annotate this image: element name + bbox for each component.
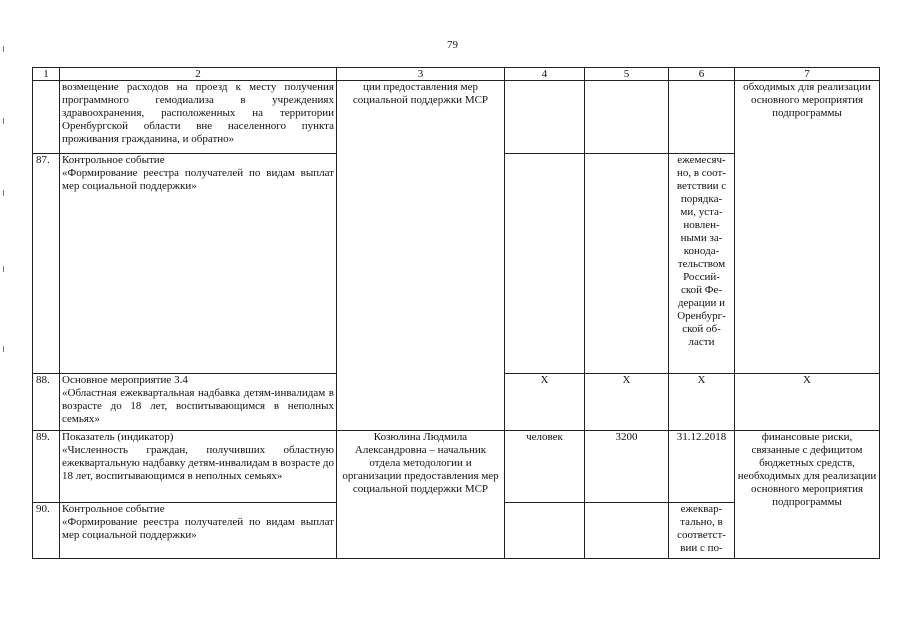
row-number-cell <box>33 81 60 154</box>
row-text: «Областная ежеквартальная надбавка детям-инвалидам в возрасте до 18 лет, воспитывающимся в неполных семьях» <box>62 387 334 425</box>
risks-cell: Х <box>735 374 880 431</box>
margin-mark <box>3 46 4 52</box>
margin-mark <box>3 346 4 352</box>
description-cell <box>60 154 337 374</box>
row-title: Основное мероприятие 3.4 <box>62 374 188 386</box>
row-number: 90. <box>33 503 60 559</box>
description-cell <box>60 503 337 559</box>
value-cell: 3200 <box>585 431 669 503</box>
column-number: 4 <box>505 68 585 81</box>
row-text: «Численность граждан, получивших областную ежеквартальную надбавку детям-инвалидам в возрасте до 18 лет, воспитывающимся в неполных семьях» <box>62 444 335 482</box>
risks-cell: обходимых для реализации основного мероприятия подпрограммы <box>735 81 880 374</box>
table-row <box>33 431 880 503</box>
plan-table <box>32 67 880 559</box>
description-cell: возмещение расходов на проезд к месту получения программного гемодиализа в учреждениях здравоохранения, расположенных на территории Оренбургской области вне населенного пункта проживания гражданина, и обратно» <box>60 81 337 154</box>
row-text: «Формирование реестра получателей по видам выплат мер социальной поддержки» <box>62 167 334 192</box>
deadline-cell: ежеквар- тально, в соответст- вии с по- <box>669 503 735 559</box>
column-number: 3 <box>337 68 505 81</box>
margin-mark <box>3 190 4 196</box>
row-title: Контрольное событие <box>62 503 165 515</box>
margin-mark <box>3 266 4 272</box>
value-cell <box>585 154 669 374</box>
row-number: 87. <box>33 154 60 374</box>
deadline-cell <box>669 81 735 154</box>
unit-cell <box>505 154 585 374</box>
unit-cell <box>505 81 585 154</box>
row-title: Показатель (индикатор) <box>62 431 174 443</box>
description-cell <box>60 431 337 503</box>
value-cell <box>585 81 669 154</box>
responsible-cell: Козюлина Людмила Александровна – начальник отдела методологии и организации предоставления мер социальной поддержки МСР <box>337 431 505 559</box>
unit-cell <box>505 503 585 559</box>
responsible-cell: ции предоставления мер социальной поддержки МСР <box>337 81 505 431</box>
risks-cell: финансовые риски, связанные с дефицитом бюджетных средств, необходимых для реализации основного мероприятия подпрограммы <box>735 431 880 559</box>
unit-cell: Х <box>505 374 585 431</box>
row-number: 88. <box>33 374 60 431</box>
column-number: 2 <box>60 68 337 81</box>
value-cell <box>585 503 669 559</box>
column-number: 1 <box>33 68 60 81</box>
value-cell: Х <box>585 374 669 431</box>
column-number: 6 <box>669 68 735 81</box>
row-number: 89. <box>33 431 60 503</box>
margin-mark <box>3 118 4 124</box>
deadline-cell: ежемесяч- но, в соот- ветствии с порядка- ми, уста- новлен- ными за- конода- тельством Россий- ской Фе- дерации и Оренбург- ской об- ласти <box>669 154 735 374</box>
page-number: 79 <box>447 39 458 51</box>
row-text: «Формирование реестра получателей по видам выплат мер социальной поддержки» <box>62 516 334 541</box>
deadline-cell: 31.12.2018 <box>669 431 735 503</box>
column-number: 7 <box>735 68 880 81</box>
unit-cell: человек <box>505 431 585 503</box>
column-number-row <box>33 68 880 81</box>
description-cell <box>60 374 337 431</box>
table-row <box>33 81 880 154</box>
column-number: 5 <box>585 68 669 81</box>
row-title: Контрольное событие <box>62 154 165 166</box>
deadline-cell: Х <box>669 374 735 431</box>
